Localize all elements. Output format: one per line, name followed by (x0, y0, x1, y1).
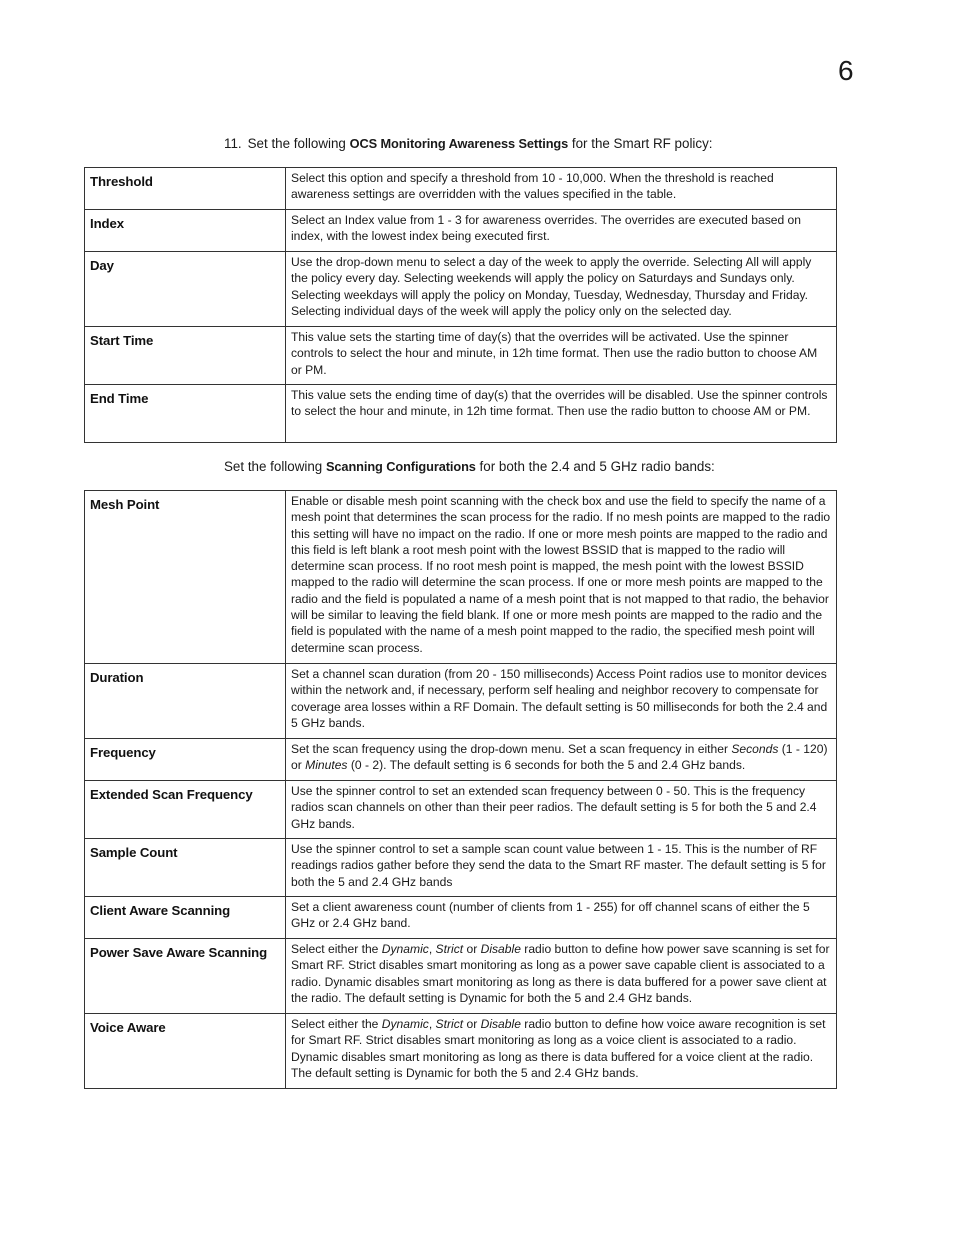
intro-prefix: Set the following (247, 136, 350, 151)
row-term: Day (90, 258, 114, 273)
row-description (286, 739, 837, 781)
desc-text: Select either the (291, 942, 382, 956)
table-row (85, 252, 837, 327)
row-description: This value sets the ending time of day(s) that the overrides will be disabled. Use the spinner controls to select the hour and minute, in 12h time format. Then use the radio button to choose AM or PM. (286, 385, 837, 443)
row-term-cell (85, 897, 286, 939)
desc-text: , (428, 1017, 436, 1031)
table-row (85, 939, 837, 1014)
desc-italic: Dynamic (381, 1017, 429, 1031)
row-description: Use the spinner control to set a sample scan count value between 1 - 15. This is the number of RF readings radios gather before they send the data to the Smart RF master. The default setting is 5 for both the 5 and 2.4 GHz bands (286, 839, 837, 897)
row-term: Power Save Aware Scanning (90, 945, 268, 960)
row-description: Select this option and specify a threshold from 10 - 10,000. When the threshold is reached awareness settings are overridden with the values specified in the table. (286, 168, 837, 210)
row-term-cell (85, 252, 286, 327)
row-description: Set a client awareness count (number of clients from 1 - 255) for off channel scans of either the 5 GHz or 2.4 GHz band. (286, 897, 837, 939)
section-intro-scanning (224, 458, 715, 476)
table-row (85, 897, 837, 939)
chapter-number: 6 (838, 55, 854, 86)
table-row (85, 385, 837, 443)
row-description (286, 1014, 837, 1089)
row-term: End Time (90, 391, 149, 406)
row-description: Use the drop-down menu to select a day of the week to apply the override. Selecting All will apply the policy every day. Selecting weekends will apply the policy on Saturdays and Sundays only. Selecting weekdays will apply the policy on Monday, Tuesday, Wednesday, Thursday and Friday. Selecting individual days of the week will apply the policy only on the selected day. (286, 252, 837, 327)
desc-italic: Disable (480, 1017, 521, 1031)
desc-text: Set the scan frequency using the drop-down menu. Set a scan frequency in either (291, 742, 732, 756)
intro-suffix: for both the 2.4 and 5 GHz radio bands: (475, 459, 715, 474)
row-term-cell (85, 327, 286, 385)
row-term-cell (85, 1014, 286, 1089)
row-term: Threshold (90, 174, 153, 189)
intro-bold-term: OCS Monitoring Awareness Settings (349, 136, 569, 151)
intro-prefix: Set the following (224, 459, 326, 474)
table-row (85, 1014, 837, 1089)
row-description: Enable or disable mesh point scanning with the check box and use the field to specify the name of a mesh point that determines the scan process for the radio. If no mesh points are mapped to the radio this setting will have no impact on the radio. If one or more mesh points are mapped to the radio and this field is left blank a root mesh point with the lowest BSSID that is mapped to the radio will determine scan process. If no root mesh point is mapped, the mesh point with the lowest BSSID mapped to the radio will determine the scan process. If one or more mesh points are mapped to the radio and the field is populated a name of a mesh point that is not mapped to that radio, the behavior will be similar to leaving the field blank. If one or more mesh points are mapped to the radio and the field is populated with the name of a mesh point mapped to the radio, the specified mesh point will determine scan process. (286, 491, 837, 664)
row-term: Duration (90, 670, 144, 685)
desc-text: (1 - 120) or (291, 742, 828, 773)
scanning-config-table (84, 490, 837, 1089)
row-term: Sample Count (90, 845, 178, 860)
row-term: Frequency (90, 745, 156, 760)
desc-italic: Disable (480, 942, 521, 956)
row-term-cell (85, 839, 286, 897)
row-description: Select an Index value from 1 - 3 for awareness overrides. The overrides are executed based on index, with the lowest index being executed first. (286, 210, 837, 252)
row-description: Set a channel scan duration (from 20 - 150 milliseconds) Access Point radios use to monitor devices within the network and, if necessary, perform self healing and neighbor recovery to compensate for coverage area losses within a RF Domain. The default setting is 50 milliseconds for both the 2.4 and 5 GHz bands. (286, 664, 837, 739)
ocs-awareness-table (84, 167, 837, 443)
table-row (85, 491, 837, 664)
intro-suffix: for the Smart RF policy: (568, 136, 713, 151)
row-term-cell (85, 491, 286, 664)
desc-italic: Seconds (731, 742, 779, 756)
row-term-cell (85, 781, 286, 839)
row-term-cell (85, 168, 286, 210)
table-row (85, 168, 837, 210)
row-term-cell (85, 210, 286, 252)
row-term: Client Aware Scanning (90, 903, 231, 918)
row-description: This value sets the starting time of day(s) that the overrides will be activated. Use the spinner controls to select the hour and minute, in 12h time format. Then use the radio button to choose AM or PM. (286, 327, 837, 385)
row-description: Use the spinner control to set an extended scan frequency between 0 - 50. This is the frequency radios scan channels on other than their peer radios. The default setting is 5 for both the 5 and 2.4 GHz bands. (286, 781, 837, 839)
section-intro-ocs (224, 135, 713, 153)
desc-text: Select either the (291, 1017, 382, 1031)
row-description (286, 939, 837, 1014)
desc-italic: Minutes (305, 758, 348, 773)
row-term-cell (85, 664, 286, 739)
table-row (85, 839, 837, 897)
desc-text: or (463, 1017, 481, 1031)
table-row (85, 210, 837, 252)
row-term: Mesh Point (90, 497, 160, 512)
step-number: 11. (224, 136, 242, 151)
table-row (85, 781, 837, 839)
row-term-cell (85, 385, 286, 443)
desc-text: radio button to define how voice aware recognition is set for Smart RF. Strict disables smart monitoring as long as a voice client is associated to a radio. Dynamic disables smart monitoring as long as there is data buffered for a voice client at the radio. The default setting is Dynamic for both the 5 and 2.4 GHz bands. (291, 1017, 826, 1080)
desc-text: or (463, 942, 481, 956)
desc-italic: Strict (435, 1017, 464, 1031)
table-row (85, 739, 837, 781)
desc-text: , (428, 942, 436, 956)
row-term: Index (90, 216, 124, 231)
desc-italic: Strict (435, 942, 464, 956)
desc-text: (0 - 2). The default setting is 6 seconds for both the 5 and 2.4 GHz bands. (347, 758, 746, 773)
row-term-cell (85, 939, 286, 1014)
row-term: Extended Scan Frequency (90, 787, 253, 802)
row-term: Start Time (90, 333, 154, 348)
table-row (85, 327, 837, 385)
desc-italic: Dynamic (381, 942, 429, 956)
intro-bold-term: Scanning Configurations (325, 459, 476, 474)
desc-text: radio button to define how power save scanning is set for Smart RF. Strict disables smart monitoring as long as a power save capable client is associated to a radio. Dynamic disables smart monitoring as long as there is data buffered for a power save client at the radio. The default setting is Dynamic for both the 5 and 2.4 GHz bands. (291, 942, 830, 1005)
table-row (85, 664, 837, 739)
row-term: Voice Aware (90, 1020, 166, 1035)
row-term-cell (85, 739, 286, 781)
